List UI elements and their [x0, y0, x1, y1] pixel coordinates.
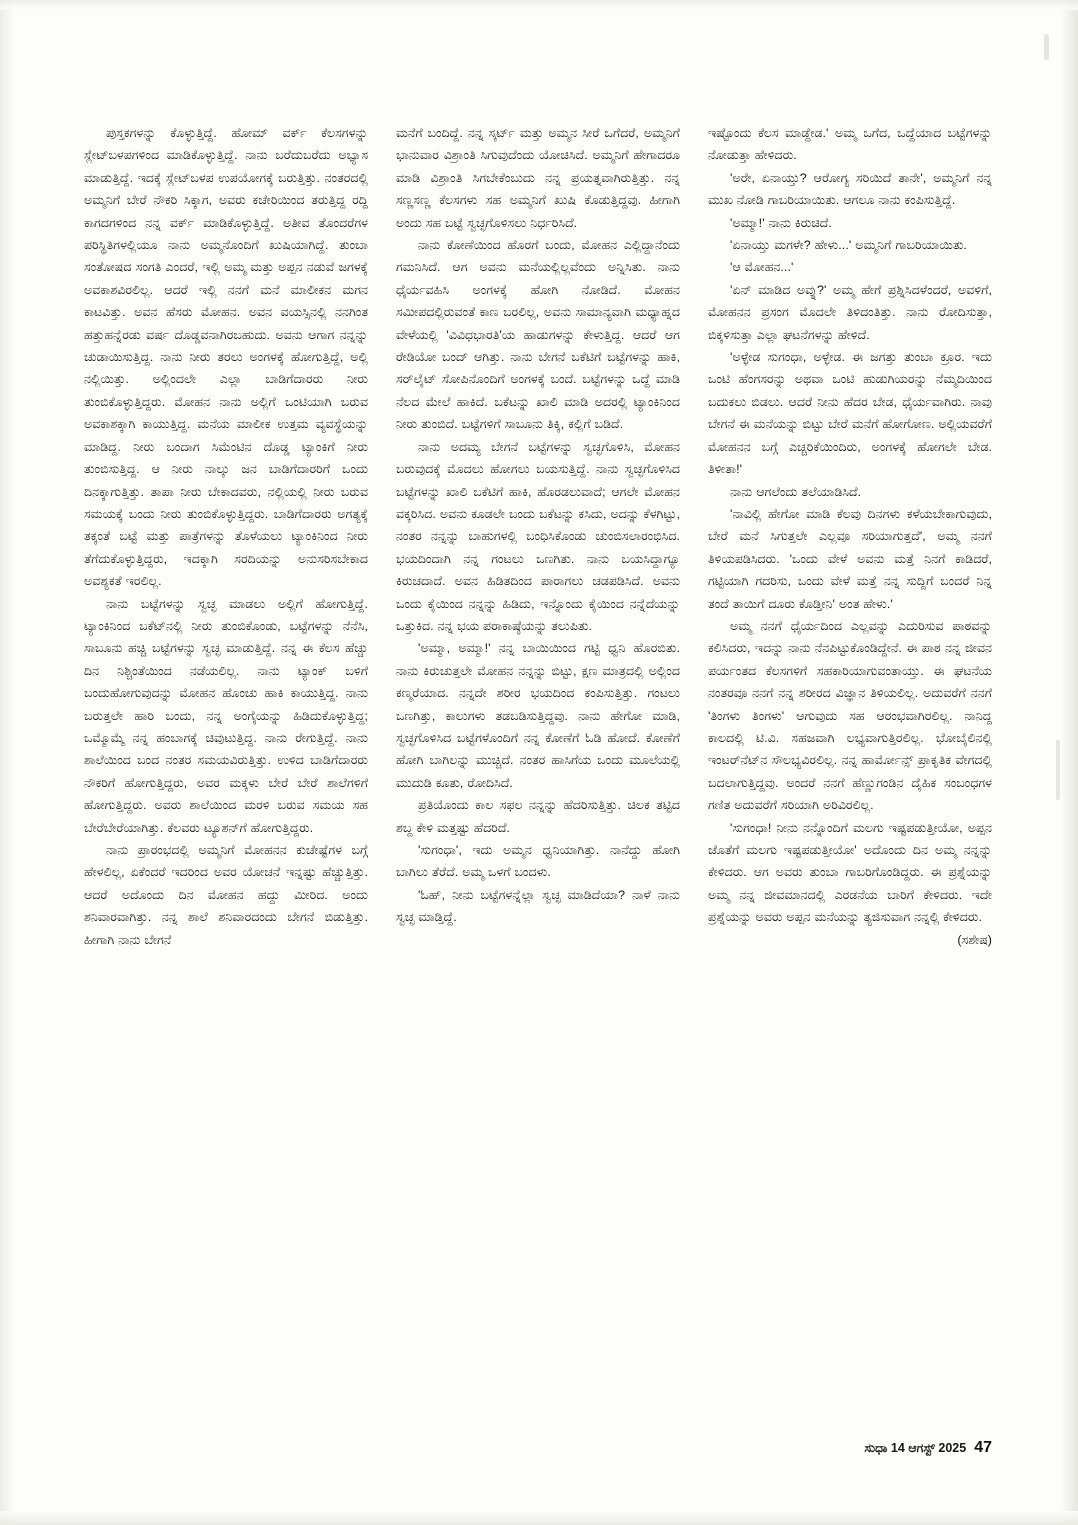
paragraph: ನಾನು ಆಗಲೆಂದು ತಲೆಯಾಡಿಸಿದೆ. [730, 484, 862, 499]
paragraph: ಇಷ್ಟೊಂದು ಕೆಲಸ ಮಾಡ್ದೇಡ.' ಅಮ್ಮ ಒಗೆದ, ಒದ್ದೆಯಾದ ಬಟ್ಟೆಗಳನ್ನು ನೋಡುತ್ತಾ ಹೇಳಿದರು. [708, 126, 992, 163]
article-columns [84, 122, 992, 1380]
paragraph: ಪುಸ್ತಕಗಳನ್ನು ಕೊಳ್ಳುತ್ತಿದ್ದೆ. ಹೋಮ್ ವರ್ಕ್ ಕೆಲಸಗಳನ್ನು ಸ್ಲೇಟ್‌ಬಳಪಗಳಿಂದ ಮಾಡಿಕೊಳ್ಳುತ್ತಿದ್ದೆ. ನಾನು ಬರೆದುಬರೆದು ಅಭ್ಯಾಸ ಮಾಡುತ್ತಿದ್ದೆ. ಇದಕ್ಕೆ ಸ್ಲೇಟ್‌ಬಳಪ ಉಪಯೋಗಕ್ಕೆ ಬರುತ್ತಿತ್ತು. ನಂತರದಲ್ಲಿ ಅಮ್ಮನಿಗೆ ಬೇರೆ ನೌಕರಿ ಸಿಕ್ಕಾಗ, ಅವರು ಕಚೇರಿಯಿಂದ ತರುತ್ತಿದ್ದ ರದ್ದಿ ಕಾಗದಗಳಿಂದ ನನ್ನ ವರ್ಕ್ ಮಾಡಿಕೊಳ್ಳುತ್ತಿದ್ದೆ. ಅತೀವ ತೊಂದರೆಗಳ ಪರಿಸ್ಥಿತಿಗಳಲ್ಲಿಯೂ ನಾನು ಅಮ್ಮನೊಂದಿಗೆ ಖುಷಿಯಾಗಿದ್ದೆ. ತುಂಬಾ ಸಂತೋಷದ ಸಂಗತಿ ಎಂದರೆ, ಇಲ್ಲಿ ಅಮ್ಮ ಮತ್ತು ಅಪ್ಪನ ನಡುವೆ ಜಗಳಕ್ಕೆ ಅವಕಾಶವಿರಲಿಲ್ಲ. ಆದರೆ ಇಲ್ಲಿ ನನಗೆ ಮನೆ ಮಾಲೀಕನ ಮಗನ ಕಾಟವಿತ್ತು. ಅವನ ಹೆಸರು ಮೋಹನ. ಅವನ ವಯಸ್ಸಿನಲ್ಲಿ ನನಗಿಂತ ಹತ್ತುಹನ್ನೆರಡು ವರ್ಷ ದೊಡ್ಡವನಾಗಿರಬಹುದು. ಅವನು ಆಗಾಗ ನನ್ನನ್ನು ಚುಡಾಯಿಸುತ್ತಿದ್ದ. ನಾನು ನೀರು ತರಲು ಅಂಗಳಕ್ಕೆ ಹೋಗುತ್ತಿದ್ದೆ, ಅಲ್ಲಿ ನಲ್ಲಿಯಿತ್ತು. ಅಲ್ಲಿಂದಲೇ ಎಲ್ಲಾ ಬಾಡಿಗೆದಾರರು ನೀರು ತುಂಬಿಕೊಳ್ಳುತ್ತಿದ್ದರು. ಮೋಹನ ನಾನು ಅಲ್ಲಿಗೆ ಒಂಟಿಯಾಗಿ ಬರುವ ಅವಕಾಶಕ್ಕಾಗಿ ಕಾಯುತ್ತಿದ್ದ. ಮನೆಯ ಮಾಲೀಕ ಉತ್ತಮ ವ್ಯವಸ್ಥೆಯನ್ನು ಮಾಡಿದ್ದ. ನೀರು ಬಂದಾಗ ಸಿಮೆಂಟಿನ ದೊಡ್ಡ ಟ್ಯಾಂಕಿಗೆ ನೀರು ತುಂಬಿಸುತ್ತಿದ್ದ. ಆ ನೀರು ನಾಲ್ಕು ಜನ ಬಾಡಿಗೆದಾರರಿಗೆ ಒಂದು ದಿನಕ್ಕಾಗುತ್ತಿತ್ತು. ತಾಪಾ ನೀರು ಬೇಕಾದವರು, ನಲ್ಲಿಯಲ್ಲಿ ನೀರು ಬರುವ ಸಮಯಕ್ಕೆ ಬಂದು ನೀರು ತುಂಬಿಕೊಳ್ಳುತ್ತಿದ್ದರು. ಬಾಡಿಗೆದಾರರು ಅಗತ್ಯಕ್ಕೆ ತಕ್ಕಂತೆ ಬಟ್ಟೆ ಮತ್ತು ಪಾತ್ರೆಗಳನ್ನು ತೊಳೆಯಲು ಟ್ಯಾಂಕಿನಿಂದ ನೀರು ತೆಗೆದುಕೊಳ್ಳುತ್ತಿದ್ದರು, ಇದಕ್ಕಾಗಿ ಸರದಿಯನ್ನು ಅನುಸರಿಸಬೇಕಾದ ಅವಶ್ಯಕತೆ ಇರಲಿಲ್ಲ. [84, 126, 368, 589]
paragraph: 'ಏನಾಯ್ತು ಮಗಳೇ? ಹೇಳು...' ಅಮ್ಮನಿಗೆ ಗಾಬರಿಯಾಯಿತು. [730, 238, 967, 253]
paragraph: ನಾನು ಬಟ್ಟೆಗಳನ್ನು ಸ್ವಚ್ಛ ಮಾಡಲು ಅಲ್ಲಿಗೆ ಹೋಗುತ್ತಿದ್ದೆ. ಟ್ಯಾಂಕಿನಿಂದ ಬಕೆಟ್‌ನಲ್ಲಿ ನೀರು ತುಂಬಿಕೊಂಡು, ಬಟ್ಟೆಗಳನ್ನು ನೆನೆಸಿ, ಸಾಬೂನು ಹಚ್ಚಿ ಬಟ್ಟೆಗಳನ್ನು ಸ್ವಚ್ಛ ಮಾಡುತ್ತಿದ್ದೆ. ನನ್ನ ಈ ಕೆಲಸ ಹೆಚ್ಚು ದಿನ ನಿಶ್ಚಿಂತೆಯಿಂದ ನಡೆಯಲಿಲ್ಲ. ನಾನು ಟ್ಯಾಂಕ್ ಬಳಿಗೆ ಬಂದುಹೋಗುವುದನ್ನು ಮೋಹನ ಹೊಂಚು ಹಾಕಿ ಕಾಯುತ್ತಿದ್ದ. ನಾನು ಬರುತ್ತಲೇ ಹಾರಿ ಬಂದು, ನನ್ನ ಅಂಗೈಯನ್ನು ಹಿಡಿದುಕೊಳ್ಳುತ್ತಿದ್ದ; ಒಮ್ಮೊಮ್ಮೆ ನನ್ನ ಹಂಬಾಗಕ್ಕೆ ಚಿವುಟುತ್ತಿದ್ದ. ನಾನು ರೇಗುತ್ತಿದ್ದೆ. ನಾನು ಶಾಲೆಯಿಂದ ಬಂದ ನಂತರ ಸಮಯವಿರುತ್ತಿತ್ತು. ಉಳಿದ ಬಾಡಿಗೆದಾರರು ನೌಕರಿಗೆ ಹೋಗುತ್ತಿದ್ದರು, ಅವರ ಮಕ್ಕಳು ಬೇರೆ ಬೇರೆ ಶಾಲೆಗಳಿಗೆ ಹೋಗುತ್ತಿದ್ದರು. ಅವರು ಶಾಲೆಯಿಂದ ಮರಳಿ ಬರುವ ಸಮಯ ಸಹ ಬೇರೆಬೇರೆಯಾಗಿತ್ತು. ಕೆಲವರು ಟ್ಯೂಶನ್‌ಗೆ ಹೋಗುತ್ತಿದ್ದರು. [84, 596, 368, 835]
paragraph: 'ಅಮ್ಮಾ!' ನಾನು ಕಿರುಚಿದೆ. [730, 215, 832, 230]
paragraph: ಮನೆಗೆ ಬಂದಿದ್ದೆ. ನನ್ನ ಸ್ಕರ್ಟ್ ಮತ್ತು ಅಮ್ಮನ ಸೀರೆ ಒಗೆದರೆ, ಅಮ್ಮನಿಗೆ ಭಾನುವಾರ ವಿಶ್ರಾಂತಿ ಸಿಗುವುದೆಂದು ಯೋಚಿಸಿದೆ. ಅಮ್ಮನಿಗೆ ಹೇಗಾದರೂ ಮಾಡಿ ವಿಶ್ರಾಂತಿ ಸಿಗಬೇಕೆಂಬುದು ನನ್ನ ಪ್ರಯತ್ನವಾಗಿರುತ್ತಿತ್ತು. ನನ್ನ ಸಣ್ಣಸಣ್ಣ ಕೆಲಸಗಳು ಸಹ ಅಮ್ಮನಿಗೆ ಖುಷಿ ಕೊಡುತ್ತಿದ್ದವು. ಹೀಗಾಗಿ ಅಂದು ಸಹ ಬಟ್ಟೆ ಸ್ವಚ್ಛಗೊಳಿಸಲು ನಿರ್ಧರಿಸಿದೆ. [396, 126, 680, 230]
page-edge-shadow-right [1060, 0, 1078, 1525]
paragraph: ನಾನು ಕೋಣೆಯಿಂದ ಹೊರಗೆ ಬಂದು, ಮೋಹನ ಎಲ್ಲಿದ್ದಾನೆಂದು ಗಮನಿಸಿದೆ. ಆಗ ಅವನು ಮನೆಯಲ್ಲಿಲ್ಲವೆಂದು ಅನ್ನಿಸಿತು. ನಾನು ಧೈರ್ಯವಹಿಸಿ ಅಂಗಳಕ್ಕೆ ಹೋಗಿ ನೋಡಿದೆ. ಮೋಹನ ಸಮೀಪದಲ್ಲಿರುವಂತೆ ಕಾಣ ಬರಲಿಲ್ಲ, ಅವನು ಸಾಮಾನ್ಯವಾಗಿ ಮಧ್ಯಾಹ್ನದ ವೇಳೆಯಲ್ಲಿ 'ವಿವಿಧಭಾರತಿ'ಯ ಹಾಡುಗಳನ್ನು ಕೇಳುತ್ತಿದ್ದ. ಆದರೆ ಆಗ ರೇಡಿಯೋ ಬಂದ್ ಆಗಿತ್ತು. ನಾನು ಬೇಗನೆ ಬಕೆಟಿಗೆ ಬಟ್ಟೆಗಳನ್ನು ಹಾಕಿ, ಸರ್‌ಲೈಟ್ ಸೋಪಿನೊಂದಿಗೆ ಅಂಗಳಕ್ಕೆ ಬಂದೆ. ಬಟ್ಟೆಗಳನ್ನು ಒದ್ದೆ ಮಾಡಿ ನೆಲದ ಮೇಲೆ ಹಾಕಿದೆ. ಬಕೆಟನ್ನು ಖಾಲಿ ಮಾಡಿ ಅದರಲ್ಲಿ ಟ್ಯಾಂಕಿನಿಂದ ನೀರು ತುಂಬಿದೆ. ಬಟ್ಟೆಗಳಿಗೆ ಸಾಬೂನು ತಿಕ್ಕಿ, ಕಲ್ಲಿಗೆ ಬಡಿದೆ. [396, 238, 680, 432]
text-column-2 [396, 122, 680, 1380]
page-number: 47 [974, 1439, 992, 1456]
paragraph: 'ಅರೇ, ಏನಾಯ್ತು? ಆರೋಗ್ಯ ಸರಿಯಿದೆ ತಾನೇ', ಅಮ್ಮನಿಗೆ ನನ್ನ ಮುಖ ನೋಡಿ ಗಾಬರಿಯಾಯಿತು. ಆಗಲೂ ನಾನು ಕಂಪಿಸುತ್ತಿದ್ದೆ. [708, 170, 992, 208]
page-edge-shadow-left [0, 0, 14, 1525]
paragraph: 'ಏನ್ ಮಾಡಿದ ಅವ್ನು?' ಅಮ್ಮ ಹೇಗೆ ಪ್ರಶ್ನಿಸಿದಳೆಂದರೆ, ಅವಳಿಗೆ, ಮೋಹನನ ಪ್ರಸಂಗ ಮೊದಲೇ ತಿಳಿದಂತಿತ್ತು. ನಾನು ರೋದಿಸುತ್ತಾ, ಬಿಕ್ಕಳಿಸುತ್ತಾ ಎಲ್ಲಾ ಘಟನೆಗಳನ್ನು ಹೇಳಿದೆ. [708, 282, 992, 342]
paragraph: 'ಓಹ್, ನೀನು ಬಟ್ಟೆಗಳನ್ನೆಲ್ಲಾ ಸ್ವಚ್ಛ ಮಾಡಿದೆಯಾ? ನಾಳೆ ನಾನು ಸ್ವಚ್ಛ ಮಾಡ್ತಿದ್ದೆ. [396, 887, 680, 925]
footer-issue-label: ಸುಧಾ 14 ಆಗಸ್ಟ್ 2025 [864, 1441, 967, 1455]
paragraph: 'ಸುಗಂಧಾ! ನೀನು ನನ್ನೊಂದಿಗೆ ಮಲಗು ಇಷ್ಟಪಡುತ್ತೀಯೋ, ಅಪ್ಪನ ಜೊತೆಗೆ ಮಲಗು ಇಷ್ಟಪಡುತ್ತೀಯೋ' ಅದೊಂದು ದಿನ ಅಮ್ಮ ನನ್ನನ್ನು ಕೇಳಿದರು. ಆಗ ಅವರು ತುಂಬಾ ಗಾಬರಿಗೊಂಡಿದ್ದರು. ಈ ಪ್ರಶ್ನೆಯನ್ನು ಅಮ್ಮ ನನ್ನ ಜೀವಮಾನದಲ್ಲಿ ಎರಡನೆಯ ಬಾರಿಗೆ ಕೇಳಿದರು. ಇದೇ ಪ್ರಶ್ನೆಯನ್ನು ಅವರು ಅಪ್ಪನ ಮನೆಯನ್ನು ತ್ಯಜಿಸುವಾಗ ನನ್ನಲ್ಲಿ ಕೇಳಿದರು. [708, 820, 992, 925]
paper-speck [1044, 34, 1049, 60]
paragraph: 'ಅಳ್ಳೇಡ ಸುಗಂಧಾ, ಅಳ್ಳೇಡ. ಈ ಜಗತ್ತು ತುಂಬಾ ಕ್ರೂರ. ಇದು ಒಂಟಿ ಹೆಂಗಸರನ್ನು ಅಥವಾ ಒಂಟಿ ಹುಡುಗಿಯರನ್ನು ನೆಮ್ಮದಿಯಿಂದ ಬದುಕಲು ಬಿಡಲು. ಆದರೆ ನೀನು ಹೆದರ ಬೇಡ, ಧೈರ್ಯವಾಗಿರು. ನಾವು ಬೇಗನೆ ಈ ಮನೆಯನ್ನು ಬಿಟ್ಟು ಬೇರೆ ಮನೆಗೆ ಹೋಗೋಣ. ಅಲ್ಲಿಯವರೆಗೆ ಮೋಹನನ ಬಗ್ಗೆ ಎಚ್ಚರಿಕೆಯಿಂದಿರು, ಅಂಗಳಕ್ಕೆ ಹೋಗಲೇ ಬೇಡ. ತಿಳೀತಾ!' [708, 350, 992, 477]
page-edge-shadow-top [0, 0, 1078, 10]
paragraph: 'ಆ ಮೋಹನ...' [730, 260, 794, 275]
paragraph: ಅಮ್ಮ ನನಗೆ ಧೈರ್ಯದಿಂದ ಎಲ್ಲವನ್ನು ಎದುರಿಸುವ ಪಾಠವನ್ನು ಕಲಿಸಿದರು, ಇದನ್ನು ನಾನು ನೆನಪಿಟ್ಟುಕೊಂಡಿದ್ದೇನೆ. ಈ ಪಾಠ ನನ್ನ ಜೀವನ ಪರ್ಯಂತದ ಕೆಲಸಗಳಿಗೆ ಸಹಕಾರಿಯಾಗುವಂತಾಯ್ತು. ಈ ಘಟನೆಯ ನಂತರವೂ ನನಗೆ ನನ್ನ ಶರೀರದ ವಿಜ್ಞಾನ ತಿಳಿಯಲಿಲ್ಲ. ಅದುವರೆಗೆ ನನಗೆ 'ತಿಂಗಳು ತಿಂಗಳು' ಆಗುವುದು ಸಹ ಆರಂಭವಾಗಿರಲಿಲ್ಲ. ನಾನಿದ್ದ ಕಾಲದಲ್ಲಿ ಟಿ.ವಿ. ಸಹಜವಾಗಿ ಲಭ್ಯವಾಗುತ್ತಿರಲಿಲ್ಲ. ಭೋಬೈಲಿನಲ್ಲಿ ಇಂಟರ್‌ನೆಟ್‌ನ ಸೌಲಭ್ಯವಿರಲಿಲ್ಲ. ನನ್ನ ಹಾರ್ಮೋನ್ಸ್ ಪ್ರಾಕೃತಿಕ ವೇಗದಲ್ಲಿ ಬದಲಾಗುತ್ತಿದ್ದವು. ಅಂದರೆ ನನಗೆ ಹೆಣ್ಣುಗಂಡಿನ ದೈಹಿಕ ಸಂಬಂಧಗಳ ಗಣಿತ ಅದುವರೆಗೆ ಸರಿಯಾಗಿ ಅರಿವಿರಲಿಲ್ಲ. [708, 618, 992, 813]
text-column-1 [84, 122, 368, 1380]
text-column-3 [708, 122, 992, 1380]
paragraph: ನಾನು ಅದಮ್ಯ ಬೇಗನೆ ಬಟ್ಟೆಗಳನ್ನು ಸ್ವಚ್ಛಗೊಳಿಸಿ, ಮೋಹನ ಬರುವುದಕ್ಕೆ ಮೊದಲು ಹೋಗಲು ಬಯಸುತ್ತಿದ್ದೆ. ನಾನು ಸ್ವಚ್ಛಗೊಳಿಸಿದ ಬಟ್ಟೆಗಳನ್ನು ಖಾಲಿ ಬಕೆಟಿಗೆ ಹಾಕಿ, ಹೊರಡಲುವಾದೆ; ಆಗಲೇ ಮೋಹನ ವಕ್ಕರಿಸಿದ. ಅವನು ಕೂಡಲೇ ಬಂದು ಬಕೆಟನ್ನು ಕಸಿದು, ಅದನ್ನು ಕೆಳಗಿಟ್ಟು, ನಂತರ ನನ್ನನ್ನು ಬಾಹುಗಳಲ್ಲಿ ಬಂಧಿಸಿಕೊಂಡು ಚುಂಬಿಸಲಾರಂಭಿಸಿದ. ಭಯದಿಂದಾಗಿ ನನ್ನ ಗಂಟಲು ಒಣಗಿತು. ನಾನು ಬಯಸಿದ್ದಾಗ್ಯೂ ಕಿರುಚದಾದೆ. ಅವನ ಹಿಡಿತದಿಂದ ಪಾರಾಗಲು ಚಡಪಡಿಸಿದೆ. ಅವನು ಒಂದು ಕೈಯಿಂದ ನನ್ನನ್ನು ಹಿಡಿದು, ಇನ್ನೊಂದು ಕೈಯಿಂದ ನನ್ನೆದೆಯನ್ನು ಒತ್ತುಕಿದ. ನನ್ನ ಭಯ ಪರಾಕಾಷ್ಠೆಯನ್ನು ತಲುಪಿತು. [396, 439, 680, 633]
paragraph: 'ನಾವಿಲ್ಲಿ ಹೇಗೋ ಮಾಡಿ ಕೆಲವು ದಿನಗಳು ಕಳೆಯಬೇಕಾಗುವುದು, ಬೇರೆ ಮನೆ ಸಿಗುತ್ತಲೇ ಎಲ್ಲವೂ ಸರಿಯಾಗುತ್ತದೆ', ಅಮ್ಮ ನನಗೆ ತಿಳಿಯಪಡಿಸಿದರು. 'ಒಂದು ವೇಳೆ ಅವನು ಮತ್ತೆ ನಿನಗೆ ಕಾಡಿದರೆ, ಗಟ್ಟಿಯಾಗಿ ಗದರಿಸು, ಒಂದು ವೇಳೆ ಮತ್ತೆ ನನ್ನ ಸುದ್ದಿಗೆ ಬಂದರೆ ನಿನ್ನ ತಂದೆ ತಾಯಿಗೆ ದೂರು ಕೊಡ್ತೀನಿ' ಅಂತ ಹೇಳು.' [708, 506, 992, 611]
page-edge-shadow-bottom [0, 1511, 1078, 1525]
paragraph: ಪ್ರತಿಯೊಂದು ಕಾಲ ಸಫಲ ನನ್ನನ್ನು ಹೆದರಿಸುತ್ತಿತ್ತು. ಚಿಲಕ ತಟ್ಟಿದ ಶಬ್ದ ಕೇಳಿ ಮತ್ತಷ್ಟು ಹೆದರಿದೆ. [396, 798, 680, 835]
paragraph: 'ಸುಗಂಧಾ', ಇದು ಅಮ್ಮನ ಧ್ವನಿಯಾಗಿತ್ತು. ನಾನೆದ್ದು ಹೋಗಿ ಬಾಗಿಲು ತೆರೆದೆ. ಅಮ್ಮ ಒಳಗೆ ಬಂದಳು. [396, 843, 680, 880]
paper-speck [1056, 740, 1060, 800]
paragraph: ನಾನು ಪ್ರಾರಂಭದಲ್ಲಿ ಅಮ್ಮನಿಗೆ ಮೋಹನನ ಕುಚೇಷ್ಟೆಗಳ ಬಗ್ಗೆ ಹೇಳಲಿಲ್ಲ, ಏಕೆಂದರೆ ಇದರಿಂದ ಅವರ ಯೋಚನೆ ಇನ್ನಷ್ಟು ಹೆಚ್ಚುತ್ತಿತ್ತು. ಆದರೆ ಅದೊಂದು ದಿನ ಮೋಹನ ಹದ್ದು ಮೀರಿದ. ಅಂದು ಶನಿವಾರವಾಗಿತ್ತು. ನನ್ನ ಶಾಲೆ ಶನಿವಾರದಂದು ಬೇಗನೆ ಬಿಡುತ್ತಿತ್ತು. ಹೀಗಾಗಿ ನಾನು ಬೇಗನೆ [84, 843, 368, 947]
paragraph: 'ಅಮ್ಮಾ, ಅಮ್ಮಾ!' ನನ್ನ ಬಾಯಿಯಿಂದ ಗಟ್ಟಿ ಧ್ವನಿ ಹೊರಬಿತು. ನಾನು ಕಿರುಚುತ್ತಲೇ ಮೋಹನ ನನ್ನನ್ನು ಬಿಟ್ಟು, ಕ್ಷಣ ಮಾತ್ರದಲ್ಲಿ ಅಲ್ಲಿಂದ ಕಣ್ಮರೆಯಾದ. ನನ್ನದೇ ಶರೀರ ಭಯದಿಂದ ಕಂಪಿಸುತ್ತಿತ್ತು. ಗಂಟಲು ಒಣಗಿತ್ತು, ಕಾಲುಗಳು ತಡಬಡಿಸುತ್ತಿದ್ದವು. ನಾನು ಹೇಗೋ ಮಾಡಿ, ಸ್ವಚ್ಛಗೊಳಿಸಿದ ಬಟ್ಟೆಗಳೊಂದಿಗೆ ನನ್ನ ಕೋಣೆಗೆ ಓಡಿ ಹೋದೆ. ಕೋಣೆಗೆ ಹೋಗಿ ಬಾಗಿಲನ್ನು ಮುಚ್ಚಿದೆ. ನಂತರ ಹಾಸಿಗೆಯ ಒಂದು ಮೂಲೆಯಲ್ಲಿ ಮುದುಡಿ ಕೂತು, ರೋದಿಸಿದೆ. [396, 641, 680, 790]
page-footer [864, 1439, 992, 1457]
continuation-note: (ಸಶೇಷ) [957, 932, 992, 947]
